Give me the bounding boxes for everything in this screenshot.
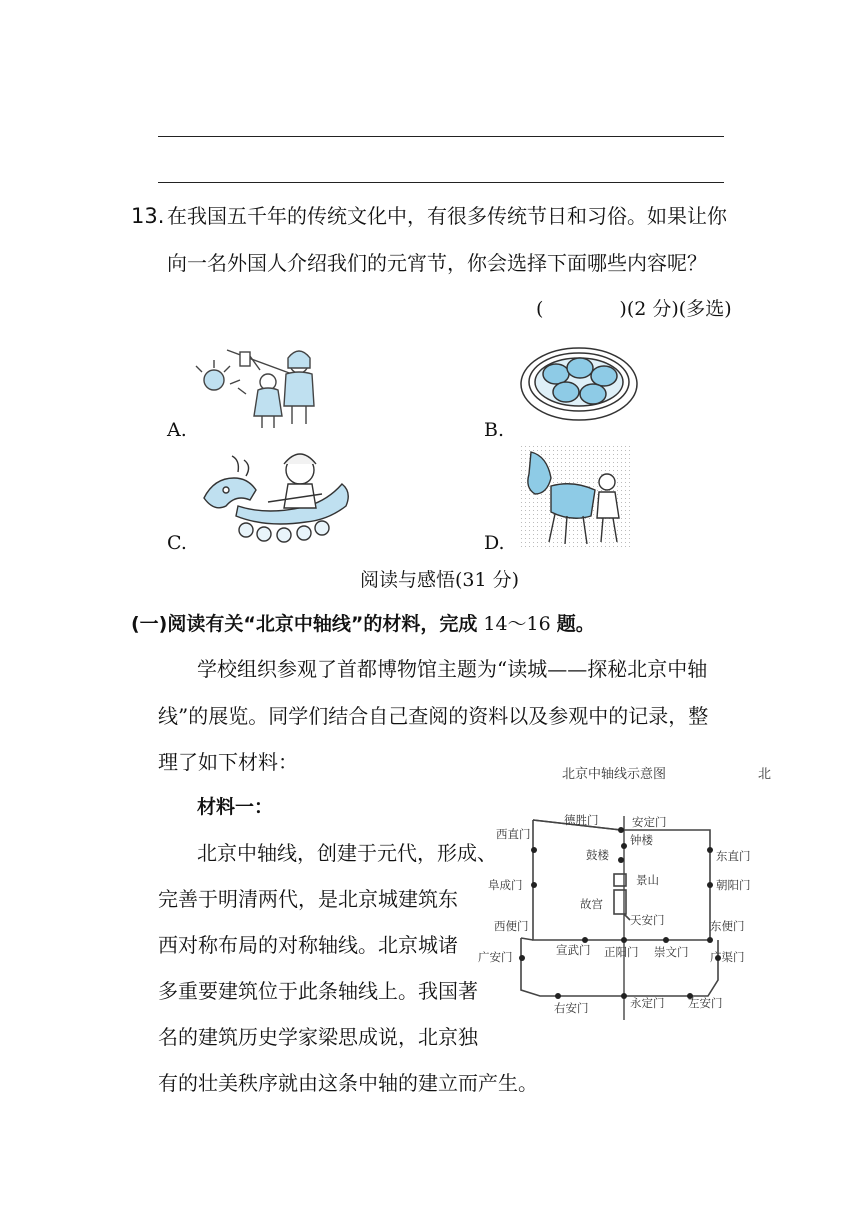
material-line-4: 多重要建筑位于此条轴线上。我国著: [158, 979, 478, 1003]
map-label-guangqumen: 广渠门: [710, 950, 745, 964]
map-label-deshengmen: 德胜门: [564, 813, 599, 827]
material-line-6: 有的壮美秩序就由这条中轴的建立而产生。: [158, 1071, 538, 1095]
intro-line-1: 学校组织参观了首都博物馆主题为“读城——探秘北京中轴: [197, 657, 708, 681]
section-title: 阅读与感悟(31 分): [360, 569, 520, 591]
material-line-1: 北京中轴线，创建于元代，形成、: [197, 841, 497, 865]
map-label-andingmen: 安定门: [632, 815, 667, 829]
part-heading-suffix: 题。: [556, 613, 595, 635]
lion-dance-illustration[interactable]: [521, 446, 631, 548]
map-label-youanmen: 右安门: [554, 1001, 589, 1015]
map-label-gulou: 鼓楼: [586, 848, 609, 862]
map-label-dongbianmen: 东便门: [710, 919, 745, 933]
intro-line-3: 理了如下材料：: [158, 750, 298, 774]
part-heading-prefix: (一)阅读有关“北京中轴线”的材料，完成: [131, 613, 478, 635]
map-label-zhengyangmen: 正阳门: [604, 945, 639, 959]
answer-blank-and-score[interactable]: ( )(2 分)(多选): [536, 298, 732, 320]
material-label: 材料一：: [197, 796, 274, 818]
map-label-xuanwumen: 宣武门: [556, 943, 591, 957]
part-heading: [131, 612, 595, 636]
children-with-lanterns-illustration[interactable]: [192, 344, 332, 432]
part-heading-range: 14～16: [477, 613, 557, 635]
dragon-boat-illustration[interactable]: [198, 450, 360, 546]
map-label-gugong: 故宫: [580, 897, 603, 911]
material-line-2: 完善于明清两代，是北京城建筑东: [158, 887, 458, 911]
answer-line-1: [158, 136, 724, 137]
map-label-dongzhimen: 东直门: [716, 849, 751, 863]
map-label-guanganmen: 广安门: [478, 950, 513, 964]
intro-line-2: 线”的展览。同学们结合自己查阅的资料以及参观中的记录，整: [158, 704, 709, 728]
map-label-yongdingmen: 永定门: [630, 996, 665, 1010]
option-c-label[interactable]: C.: [167, 532, 187, 554]
question-text-line-2: 向一名外国人介绍我们的元宵节，你会选择下面哪些内容呢？: [167, 251, 707, 275]
beijing-central-axis-map: [478, 758, 778, 1028]
map-label-xizhimen: 西直门: [496, 827, 531, 841]
map-label-fuchengmen: 阜成门: [488, 878, 523, 892]
bowl-of-tangyuan-illustration[interactable]: [518, 344, 640, 426]
map-label-zhonglou: 钟楼: [630, 833, 653, 847]
answer-line-2: [158, 182, 724, 183]
map-label-chongwenmen: 崇文门: [654, 945, 689, 959]
map-label-chaoyangmen: 朝阳门: [716, 878, 751, 892]
map-label-jingshan: 景山: [636, 873, 659, 887]
question-text-line-1: 在我国五千年的传统文化中，有很多传统节日和习俗。如果让你: [167, 204, 727, 228]
map-north-label: 北: [758, 767, 772, 782]
question-number: 13.: [131, 204, 165, 228]
map-label-xibianmen: 西便门: [494, 919, 529, 933]
material-line-5: 名的建筑历史学家梁思成说，北京独: [158, 1025, 478, 1049]
option-d-label[interactable]: D.: [484, 532, 505, 554]
map-label-zuoanmen: 左安门: [688, 996, 723, 1010]
material-line-3: 西对称布局的对称轴线。北京城诸: [158, 933, 458, 957]
map-label-tiananmen: 天安门: [630, 913, 665, 927]
map-title: 北京中轴线示意图: [562, 767, 667, 782]
option-a-label[interactable]: A.: [167, 419, 187, 441]
option-b-label[interactable]: B.: [484, 419, 505, 441]
